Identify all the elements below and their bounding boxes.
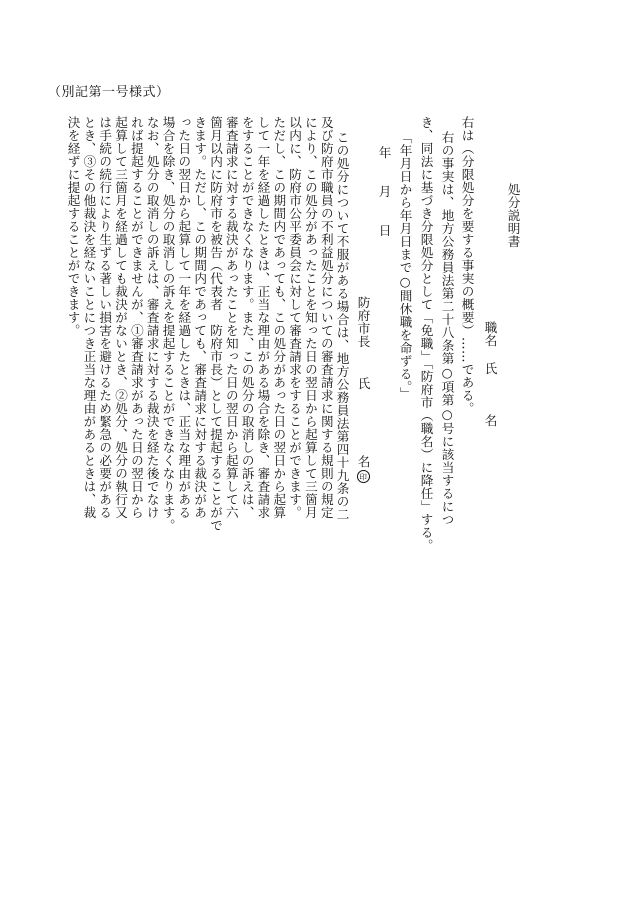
instruction-line-6: して一年を経過したときは、正当な理由がある場合を除き、審査請求 xyxy=(255,116,271,519)
notice-date: 年 月 日 xyxy=(376,146,392,237)
recipient-position-label: 職名 xyxy=(482,321,498,347)
notice-line-2: 右の事実は、地方公務員法第二十八条第○項第○号に該当するにつ xyxy=(439,131,455,526)
instruction-line-13: なお、処分の取消しの訴えは、審査請求に対する裁決を経た後でなけ xyxy=(144,116,160,519)
instruction-line-10: きます。ただし、この期間内であっても、審査請求に対する裁決があ xyxy=(192,116,208,519)
instruction-line-3: により、この処分があったことを知った日の翌日から起算して三箇月 xyxy=(302,116,318,519)
notice-line-3: き、同法に基づき分限処分として「免職」「防府市（職名）に降任」する。 xyxy=(418,116,434,552)
notice-line-1: 右は（分限処分を要する事実の概要）……である。 xyxy=(459,116,475,415)
instruction-line-18: 決を経ずに提起することができます。 xyxy=(65,116,81,337)
instruction-line-7: をすることができなくなります。また、この処分の取消しの訴えは、 xyxy=(239,116,255,519)
document-title: 処分説明書 xyxy=(505,183,521,248)
seal-mark: 印 xyxy=(357,470,370,483)
instruction-line-9: 箇月以内に防府市を被告（代表者 防府市長）として提起することがで xyxy=(208,116,223,532)
instruction-line-17: とき、③その他裁決を経ないことにつき正当な理由があるときは、裁 xyxy=(81,116,97,519)
recipient-name-label: 氏 名 xyxy=(482,362,498,427)
instruction-line-12: 場合を除き、処分の取消しの訴えを提起することができなくなります。 xyxy=(160,116,176,532)
instruction-line-5: ただし、この期間内であっても、この処分があった日の翌日から起算 xyxy=(271,116,287,519)
form-number-label: （別記第一号様式） xyxy=(48,85,170,100)
instruction-line-4: 以内に、防府市公平委員会に対して審査請求をすることができます。 xyxy=(287,116,303,519)
issuer-name-label xyxy=(356,377,370,483)
instruction-line-15: 起算して三箇月を経過しても裁決がないとき、②処分、処分の執行又 xyxy=(113,116,129,519)
issuer-title: 防府市長 xyxy=(355,296,371,348)
issuer-name: 氏 名 xyxy=(355,377,371,468)
instruction-line-11: った日の翌日から起算して一年を経過したときは、正当な理由がある xyxy=(176,116,192,519)
instruction-line-8: 審査請求に対する裁決があったことを知った日の翌日から起算して六 xyxy=(223,116,239,519)
instruction-line-16: は手続の続行により生ずる著しい損害を避けるため緊急の必要がある xyxy=(97,116,113,519)
instruction-line-1: この処分について不服がある場合は、地方公務員法第四十九条の二 xyxy=(334,131,350,521)
instruction-line-14: れば提起することができませんが、①審査請求があった日の翌日から xyxy=(128,116,144,519)
notice-line-4: 「年月日から年月日まで○間休職を命ずる。」 xyxy=(397,131,413,401)
instruction-line-2: 及び防府市職員の不利益処分についての審査請求に関する規則の規定 xyxy=(318,116,334,519)
